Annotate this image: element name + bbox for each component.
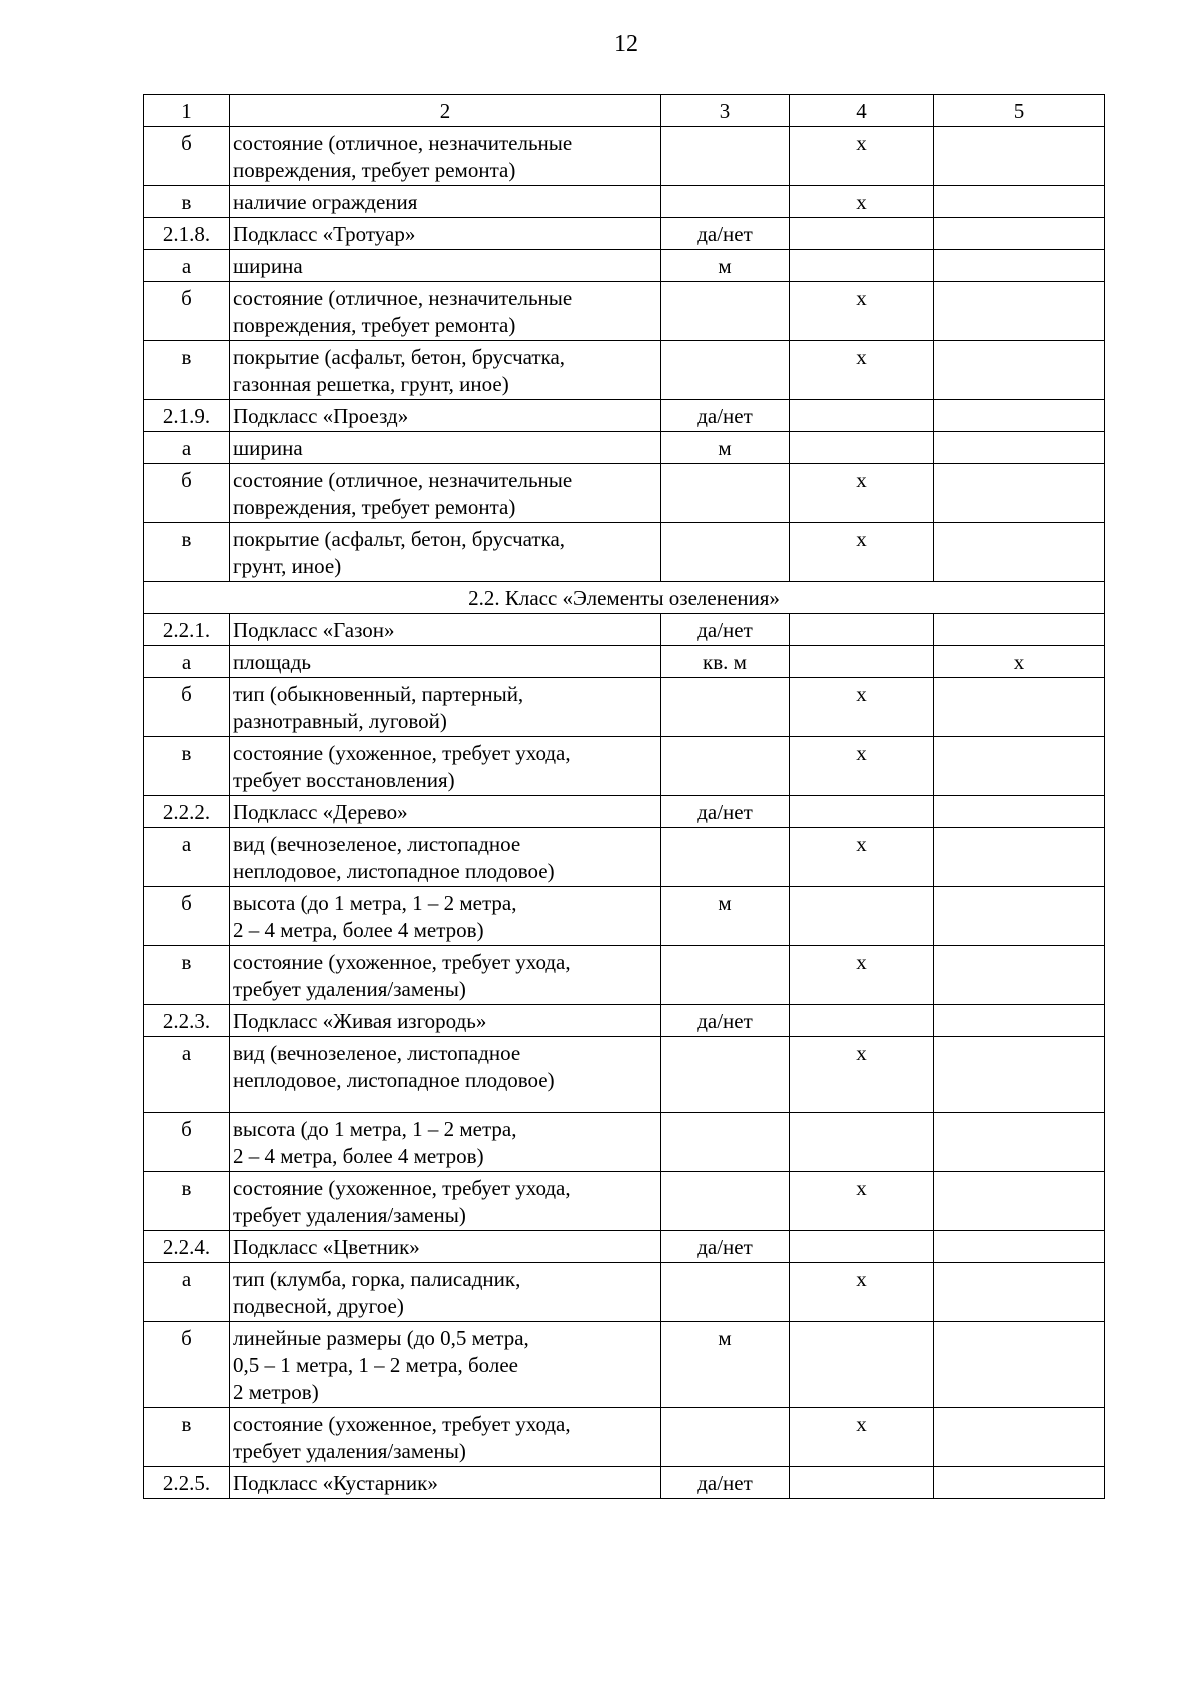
attribute-name-cell: высота (до 1 метра, 1 – 2 метра, 2 – 4 метра, более 4 метров) [230, 887, 661, 946]
mark-cell: х [790, 946, 934, 1005]
table-row [144, 1005, 1105, 1037]
value-cell: х [934, 646, 1105, 678]
table-row [144, 400, 1105, 432]
row-number-cell: б [144, 1113, 230, 1172]
table-row [144, 1113, 1105, 1172]
table-row [144, 218, 1105, 250]
unit-cell [661, 1037, 790, 1113]
row-number-cell: 2.2.2. [144, 796, 230, 828]
row-number-cell: в [144, 341, 230, 400]
mark-cell: х [790, 828, 934, 887]
mark-cell [790, 1467, 934, 1499]
row-number-cell: б [144, 282, 230, 341]
attribute-name-cell: Подкласс «Кустарник» [230, 1467, 661, 1499]
value-cell [934, 1263, 1105, 1322]
unit-cell: да/нет [661, 400, 790, 432]
unit-cell: м [661, 1322, 790, 1408]
unit-cell [661, 282, 790, 341]
row-number-cell: в [144, 1408, 230, 1467]
unit-cell [661, 523, 790, 582]
column-header-2: 2 [230, 95, 661, 127]
unit-cell [661, 127, 790, 186]
value-cell [934, 250, 1105, 282]
row-number-cell: 2.1.9. [144, 400, 230, 432]
mark-cell [790, 887, 934, 946]
section-row [144, 582, 1105, 614]
mark-cell: х [790, 737, 934, 796]
row-number-cell: б [144, 678, 230, 737]
column-header-3: 3 [661, 95, 790, 127]
row-number-cell: б [144, 127, 230, 186]
attribute-name-cell: тип (обыкновенный, партерный, разнотравный, луговой) [230, 678, 661, 737]
attribute-name-cell: состояние (отличное, незначительные повреждения, требует ремонта) [230, 464, 661, 523]
unit-cell [661, 1113, 790, 1172]
table-row [144, 887, 1105, 946]
table-row [144, 946, 1105, 1005]
row-number-cell: 2.1.8. [144, 218, 230, 250]
unit-cell [661, 828, 790, 887]
value-cell [934, 400, 1105, 432]
row-number-cell: 2.2.3. [144, 1005, 230, 1037]
attribute-name-cell: Подкласс «Тротуар» [230, 218, 661, 250]
row-number-cell: 2.2.5. [144, 1467, 230, 1499]
value-cell [934, 186, 1105, 218]
attribute-name-cell: Подкласс «Живая изгородь» [230, 1005, 661, 1037]
value-cell [934, 523, 1105, 582]
row-number-cell: 2.2.1. [144, 614, 230, 646]
table-row [144, 1322, 1105, 1408]
mark-cell: х [790, 1408, 934, 1467]
attribute-name-cell: покрытие (асфальт, бетон, брусчатка, газонная решетка, грунт, иное) [230, 341, 661, 400]
value-cell [934, 1408, 1105, 1467]
attribute-name-cell: состояние (отличное, незначительные повреждения, требует ремонта) [230, 127, 661, 186]
table-row [144, 464, 1105, 523]
mark-cell: х [790, 464, 934, 523]
unit-cell: да/нет [661, 796, 790, 828]
table-row [144, 1172, 1105, 1231]
table-row [144, 1037, 1105, 1113]
mark-cell [790, 1231, 934, 1263]
value-cell [934, 127, 1105, 186]
row-number-cell: б [144, 887, 230, 946]
value-cell [934, 946, 1105, 1005]
mark-cell: х [790, 127, 934, 186]
unit-cell: м [661, 250, 790, 282]
mark-cell [790, 400, 934, 432]
table-body [144, 95, 1105, 1499]
attribute-name-cell: тип (клумба, горка, палисадник, подвесной, другое) [230, 1263, 661, 1322]
unit-cell [661, 946, 790, 1005]
value-cell [934, 1467, 1105, 1499]
row-number-cell: а [144, 432, 230, 464]
unit-cell: м [661, 887, 790, 946]
column-header-1: 1 [144, 95, 230, 127]
unit-cell: да/нет [661, 1467, 790, 1499]
mark-cell [790, 646, 934, 678]
value-cell [934, 1005, 1105, 1037]
value-cell [934, 828, 1105, 887]
row-number-cell: а [144, 828, 230, 887]
mark-cell: х [790, 1263, 934, 1322]
value-cell [934, 341, 1105, 400]
row-number-cell: а [144, 250, 230, 282]
attribute-name-cell: Подкласс «Цветник» [230, 1231, 661, 1263]
attribute-name-cell: Подкласс «Проезд» [230, 400, 661, 432]
value-cell [934, 678, 1105, 737]
value-cell [934, 1322, 1105, 1408]
value-cell [934, 796, 1105, 828]
unit-cell [661, 186, 790, 218]
value-cell [934, 614, 1105, 646]
attribute-name-cell: состояние (ухоженное, требует ухода, требует удаления/замены) [230, 1172, 661, 1231]
attribute-name-cell: Подкласс «Дерево» [230, 796, 661, 828]
mark-cell: х [790, 341, 934, 400]
mark-cell [790, 1113, 934, 1172]
table-row [144, 1263, 1105, 1322]
table-row [144, 341, 1105, 400]
table-row [144, 1231, 1105, 1263]
attributes-table [143, 94, 1105, 1499]
column-header-4: 4 [790, 95, 934, 127]
attribute-name-cell: покрытие (асфальт, бетон, брусчатка, грунт, иное) [230, 523, 661, 582]
table-row [144, 523, 1105, 582]
value-cell [934, 1037, 1105, 1113]
unit-cell: да/нет [661, 1005, 790, 1037]
section-title: 2.2. Класс «Элементы озеленения» [144, 582, 1105, 614]
value-cell [934, 887, 1105, 946]
mark-cell [790, 1005, 934, 1037]
attribute-name-cell: состояние (ухоженное, требует ухода, требует удаления/замены) [230, 946, 661, 1005]
mark-cell: х [790, 282, 934, 341]
row-number-cell: в [144, 186, 230, 218]
attribute-name-cell: Подкласс «Газон» [230, 614, 661, 646]
table-row [144, 1408, 1105, 1467]
table-row [144, 614, 1105, 646]
value-cell [934, 737, 1105, 796]
row-number-cell: в [144, 1172, 230, 1231]
attribute-name-cell: ширина [230, 250, 661, 282]
table-header-row [144, 95, 1105, 127]
value-cell [934, 432, 1105, 464]
attribute-name-cell: наличие ограждения [230, 186, 661, 218]
unit-cell [661, 341, 790, 400]
mark-cell: х [790, 523, 934, 582]
row-number-cell: в [144, 737, 230, 796]
attribute-name-cell: высота (до 1 метра, 1 – 2 метра, 2 – 4 метра, более 4 метров) [230, 1113, 661, 1172]
value-cell [934, 464, 1105, 523]
table-row [144, 828, 1105, 887]
mark-cell: х [790, 678, 934, 737]
attribute-name-cell: состояние (ухоженное, требует ухода, требует удаления/замены) [230, 1408, 661, 1467]
attribute-name-cell: вид (вечнозеленое, листопадное неплодовое, листопадное плодовое) [230, 1037, 661, 1113]
table-row [144, 282, 1105, 341]
mark-cell: х [790, 186, 934, 218]
value-cell [934, 1172, 1105, 1231]
unit-cell: да/нет [661, 614, 790, 646]
unit-cell: м [661, 432, 790, 464]
table-row [144, 127, 1105, 186]
unit-cell [661, 1263, 790, 1322]
unit-cell [661, 737, 790, 796]
row-number-cell: а [144, 646, 230, 678]
row-number-cell: б [144, 464, 230, 523]
unit-cell: кв. м [661, 646, 790, 678]
table-row [144, 678, 1105, 737]
unit-cell [661, 1172, 790, 1231]
row-number-cell: 2.2.4. [144, 1231, 230, 1263]
table-row [144, 186, 1105, 218]
value-cell [934, 282, 1105, 341]
mark-cell [790, 218, 934, 250]
column-header-5: 5 [934, 95, 1105, 127]
row-number-cell: а [144, 1037, 230, 1113]
mark-cell [790, 1322, 934, 1408]
attribute-name-cell: линейные размеры (до 0,5 метра, 0,5 – 1 метра, 1 – 2 метра, более 2 метров) [230, 1322, 661, 1408]
mark-cell [790, 614, 934, 646]
mark-cell [790, 432, 934, 464]
page-number: 12 [614, 31, 638, 57]
mark-cell: х [790, 1037, 934, 1113]
mark-cell [790, 250, 934, 282]
table-row [144, 796, 1105, 828]
unit-cell [661, 678, 790, 737]
value-cell [934, 218, 1105, 250]
row-number-cell: в [144, 946, 230, 1005]
table-row [144, 432, 1105, 464]
unit-cell [661, 464, 790, 523]
table-row [144, 1467, 1105, 1499]
row-number-cell: б [144, 1322, 230, 1408]
table-row [144, 646, 1105, 678]
value-cell [934, 1113, 1105, 1172]
value-cell [934, 1231, 1105, 1263]
row-number-cell: а [144, 1263, 230, 1322]
attribute-name-cell: состояние (ухоженное, требует ухода, требует восстановления) [230, 737, 661, 796]
table-row [144, 737, 1105, 796]
attribute-name-cell: площадь [230, 646, 661, 678]
attribute-name-cell: вид (вечнозеленое, листопадное неплодовое, листопадное плодовое) [230, 828, 661, 887]
unit-cell [661, 1408, 790, 1467]
table-row [144, 250, 1105, 282]
row-number-cell: в [144, 523, 230, 582]
attribute-name-cell: состояние (отличное, незначительные повреждения, требует ремонта) [230, 282, 661, 341]
mark-cell: х [790, 1172, 934, 1231]
attribute-name-cell: ширина [230, 432, 661, 464]
mark-cell [790, 796, 934, 828]
unit-cell: да/нет [661, 1231, 790, 1263]
unit-cell: да/нет [661, 218, 790, 250]
